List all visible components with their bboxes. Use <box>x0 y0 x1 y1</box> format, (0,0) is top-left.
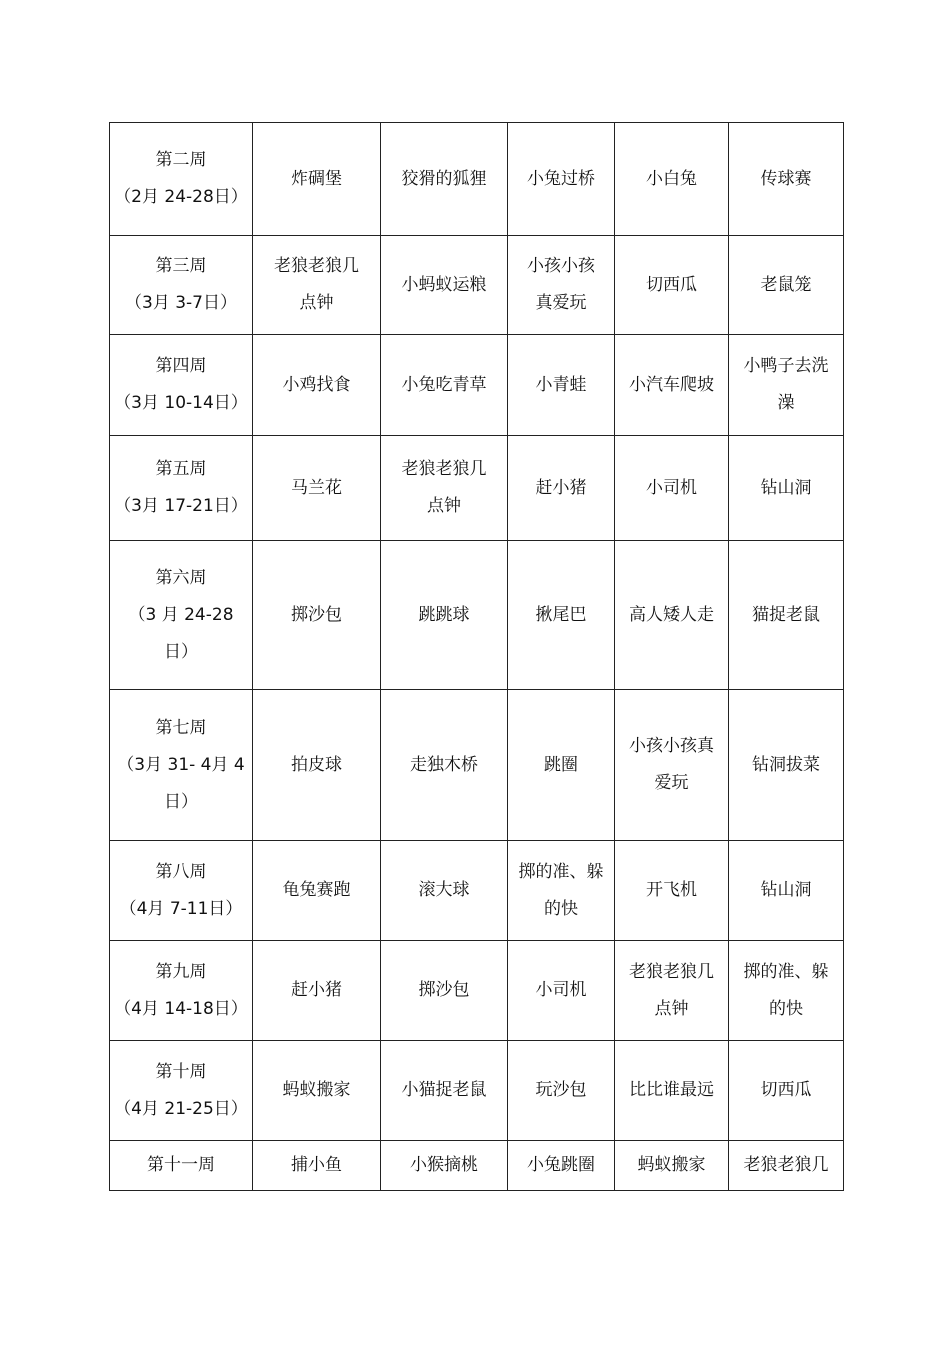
game-cell <box>615 941 729 1041</box>
game-name: 老鼠笼 <box>760 274 812 295</box>
game-name: 高人矮人走 <box>629 604 714 625</box>
game-name: 掷的准、躲 <box>518 861 604 882</box>
game-cell <box>508 436 615 541</box>
game-name: 跳跳球 <box>418 604 470 625</box>
game-name: 小孩小孩 <box>527 256 595 276</box>
game-name: 玩沙包 <box>535 1080 587 1100</box>
table-row <box>110 335 844 436</box>
game-name: 澡 <box>777 393 795 413</box>
game-name: 小猴摘桃 <box>410 1155 478 1175</box>
game-name: 切西瓜 <box>646 274 697 295</box>
game-name: 老狼老狼几 <box>743 1155 829 1175</box>
game-cell <box>615 236 729 335</box>
game-cell <box>508 1041 615 1141</box>
game-name: 比比谁最远 <box>629 1080 714 1100</box>
game-name: 赶小猪 <box>535 477 587 498</box>
week-label: 第十一周 <box>147 1155 215 1175</box>
game-name: 的快 <box>769 998 803 1019</box>
game-name: 小蚂蚁运粮 <box>401 274 487 295</box>
schedule-table <box>109 122 844 1191</box>
game-cell <box>615 1041 729 1141</box>
game-cell <box>381 541 508 690</box>
game-name: 小白兔 <box>646 168 697 189</box>
game-cell <box>253 941 381 1041</box>
game-cell <box>381 841 508 941</box>
game-cell <box>253 1141 381 1191</box>
game-name: 小鸡找食 <box>282 374 351 395</box>
game-name: 切西瓜 <box>760 1080 812 1100</box>
week-label: （4月 14-18日） <box>114 998 248 1019</box>
week-label: 第四周 <box>155 356 207 376</box>
game-cell <box>729 123 844 236</box>
game-name: 小汽车爬坡 <box>629 374 714 395</box>
week-cell <box>110 436 253 541</box>
week-cell <box>110 1141 253 1191</box>
game-name: 小司机 <box>646 477 697 498</box>
game-name: 炸碉堡 <box>291 168 342 189</box>
game-name: 爱玩 <box>654 773 689 793</box>
game-cell <box>253 1041 381 1141</box>
game-cell <box>729 436 844 541</box>
game-name: 狡猾的狐狸 <box>401 168 487 189</box>
week-label: （3月 10-14日） <box>114 393 248 413</box>
game-name: 传球赛 <box>760 168 812 189</box>
table-row <box>110 541 844 690</box>
game-cell <box>615 436 729 541</box>
game-cell <box>381 941 508 1041</box>
game-cell <box>615 335 729 436</box>
week-cell <box>110 541 253 690</box>
game-cell <box>508 941 615 1041</box>
week-label: 第六周 <box>155 567 207 588</box>
game-cell <box>253 236 381 335</box>
week-label: （3 月 24-28 <box>128 604 234 625</box>
game-cell <box>253 541 381 690</box>
game-name: 小猫捉老鼠 <box>401 1080 487 1100</box>
game-name: 小孩小孩真 <box>629 736 714 756</box>
game-cell <box>253 335 381 436</box>
game-cell <box>729 541 844 690</box>
game-cell <box>615 841 729 941</box>
week-label: 第五周 <box>155 459 207 479</box>
game-name: 点钟 <box>299 293 334 313</box>
game-cell <box>381 123 508 236</box>
game-cell <box>729 841 844 941</box>
week-label: 日） <box>164 641 198 662</box>
week-label: （4月 21-25日） <box>114 1098 248 1119</box>
table-row <box>110 1141 844 1191</box>
game-name: 掷的准、躲 <box>743 961 829 982</box>
table-row <box>110 123 844 236</box>
game-name: 马兰花 <box>291 477 342 498</box>
game-name: 掷沙包 <box>291 604 342 625</box>
game-name: 点钟 <box>654 998 689 1019</box>
game-name: 老狼老狼几 <box>401 459 487 479</box>
game-name: 小青蛙 <box>535 374 587 395</box>
game-name: 小兔吃青草 <box>401 374 487 395</box>
game-name: 钻山洞 <box>760 477 812 498</box>
game-cell <box>381 236 508 335</box>
week-label: （2月 24-28日） <box>114 187 248 207</box>
game-cell <box>381 335 508 436</box>
game-name: 蚂蚁搬家 <box>637 1155 706 1175</box>
schedule-body <box>110 123 844 1191</box>
game-name: 猫捉老鼠 <box>752 604 820 625</box>
week-cell <box>110 841 253 941</box>
game-name: 点钟 <box>427 496 461 516</box>
table-row <box>110 1041 844 1141</box>
table-row <box>110 436 844 541</box>
game-name: 钻洞拔菜 <box>752 754 820 775</box>
game-name: 赶小猪 <box>291 980 342 1000</box>
week-label: 日） <box>164 791 198 812</box>
week-cell <box>110 236 253 335</box>
game-name: 蚂蚁搬家 <box>282 1080 351 1100</box>
game-cell <box>615 1141 729 1191</box>
game-cell <box>729 335 844 436</box>
game-name: 钻山洞 <box>760 880 812 900</box>
week-label: （4月 7-11日） <box>119 898 243 919</box>
week-cell <box>110 335 253 436</box>
game-cell <box>253 123 381 236</box>
game-cell <box>615 123 729 236</box>
week-cell <box>110 1041 253 1141</box>
game-cell <box>508 541 615 690</box>
game-cell <box>253 436 381 541</box>
game-cell <box>508 1141 615 1191</box>
week-cell <box>110 123 253 236</box>
game-cell <box>729 1041 844 1141</box>
week-label: 第三周 <box>155 256 207 276</box>
game-cell <box>381 690 508 841</box>
game-cell <box>508 335 615 436</box>
game-cell <box>381 1141 508 1191</box>
table-row <box>110 690 844 841</box>
game-cell <box>508 690 615 841</box>
game-name: 真爱玩 <box>535 293 587 313</box>
game-cell <box>381 1041 508 1141</box>
week-label: 第八周 <box>155 861 207 882</box>
game-cell <box>729 236 844 335</box>
game-name: 掷沙包 <box>418 980 470 1000</box>
week-label: 第七周 <box>155 717 207 738</box>
game-cell <box>729 941 844 1041</box>
game-cell <box>729 1141 844 1191</box>
table-row <box>110 941 844 1041</box>
game-cell <box>615 541 729 690</box>
game-cell <box>729 690 844 841</box>
game-name: 小兔过桥 <box>527 168 595 189</box>
week-label: （3月 31- 4月 4 <box>117 754 245 775</box>
game-name: 跳圈 <box>544 754 578 775</box>
game-name: 拍皮球 <box>291 754 342 775</box>
game-name: 小鸭子去洗 <box>743 356 829 376</box>
game-cell <box>508 123 615 236</box>
game-name: 开飞机 <box>646 880 697 900</box>
game-cell <box>615 690 729 841</box>
game-cell <box>508 236 615 335</box>
game-cell <box>508 841 615 941</box>
game-name: 的快 <box>544 898 578 919</box>
game-name: 捕小鱼 <box>291 1155 342 1175</box>
game-name: 小兔跳圈 <box>527 1155 595 1175</box>
week-cell <box>110 941 253 1041</box>
week-label: 第二周 <box>155 150 207 170</box>
game-name: 滚大球 <box>418 880 470 900</box>
game-name: 老狼老狼几 <box>274 256 359 276</box>
week-label: （3月 3-7日） <box>125 293 237 313</box>
game-cell <box>381 436 508 541</box>
week-label: 第九周 <box>155 961 207 982</box>
week-cell <box>110 690 253 841</box>
table-row <box>110 841 844 941</box>
game-name: 走独木桥 <box>410 754 478 775</box>
week-label: 第十周 <box>155 1061 207 1082</box>
week-label: （3月 17-21日） <box>114 496 248 516</box>
game-cell <box>253 690 381 841</box>
game-name: 老狼老狼几 <box>629 961 714 982</box>
table-row <box>110 236 844 335</box>
game-name: 小司机 <box>535 980 587 1000</box>
game-cell <box>253 841 381 941</box>
game-name: 龟兔赛跑 <box>282 880 351 900</box>
game-name: 揪尾巴 <box>535 604 587 625</box>
